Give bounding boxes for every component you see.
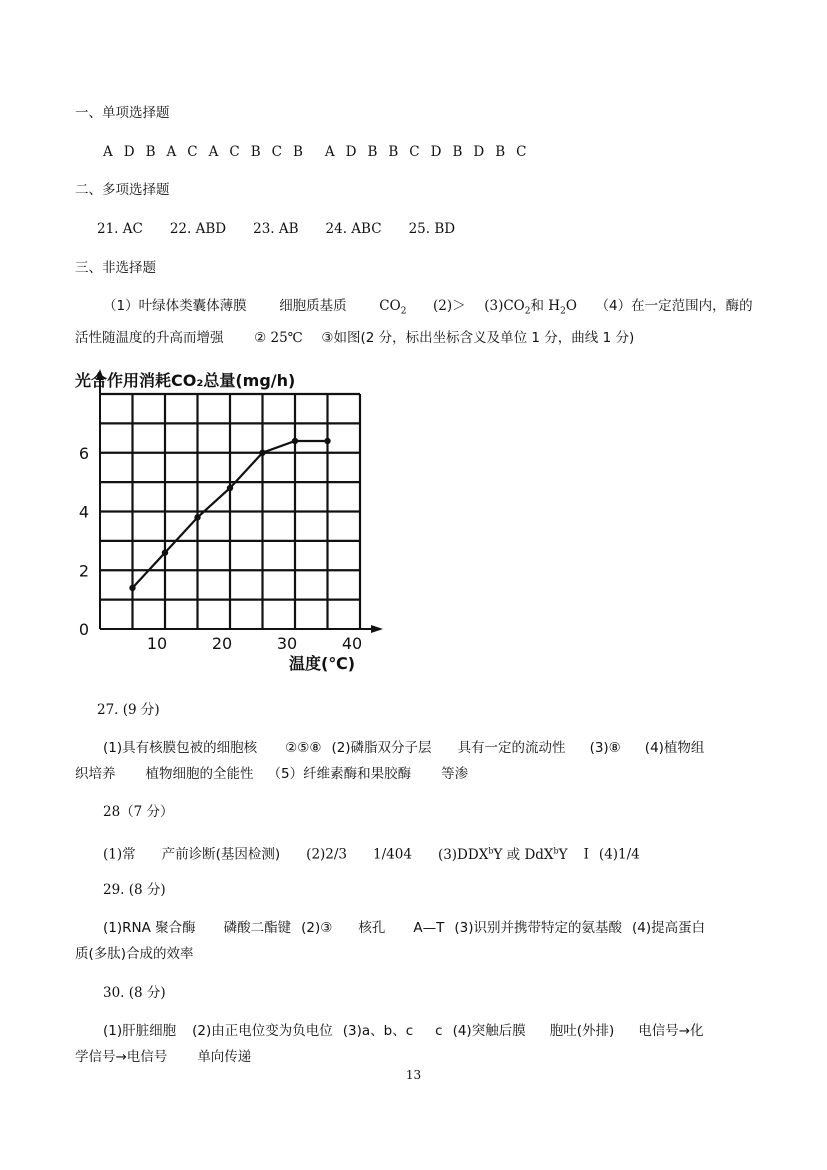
single-choice-answer: A (166, 144, 177, 160)
q30-part: 学信号→电信号 (75, 1049, 168, 1065)
single-choice-answer: B (145, 144, 156, 160)
single-choice-answer: A (324, 144, 335, 160)
data-point (194, 514, 200, 520)
data-point (259, 450, 265, 456)
q28-part: (1)常 (103, 846, 136, 863)
single-choice-answer: C (229, 144, 240, 160)
q29-part: 核孔 (358, 920, 386, 936)
single-choice-answer: A (103, 144, 113, 160)
q27-part: 植物细胞的全能性 (145, 766, 254, 782)
section-title-single-choice: 一、单项选择题 (75, 105, 170, 121)
q27-answer (75, 735, 755, 787)
data-point (324, 438, 330, 444)
x-axis-arrow (371, 625, 383, 633)
q29-part: (3)识别并携带特定的氨基酸 (454, 920, 622, 936)
q26-part: ② 25℃ (254, 329, 303, 346)
single-choice-answer: C (516, 144, 527, 160)
q27-header: 27. (9 分) (97, 702, 160, 718)
single-choice-answer: A (208, 144, 219, 160)
data-point (162, 549, 168, 555)
single-choice-answer: D (430, 144, 442, 160)
single-choice-answer: B (495, 144, 506, 160)
q28-part: (2)2/3 (306, 846, 348, 863)
q28-header: 28（7 分） (103, 804, 174, 820)
section-title-multi-choice: 二、多项选择题 (75, 182, 170, 198)
single-choice-answer: D (473, 144, 485, 160)
q30-answer (75, 1018, 755, 1070)
q26-part: （4）在一定范围内，酶的 (595, 298, 753, 314)
q29-part: (1)RNA 聚合酶 (103, 920, 196, 936)
q27-part: 具有一定的流动性 (457, 740, 566, 756)
q30-part: (3)a、b、c (342, 1023, 414, 1039)
q29-header: 29. (8 分) (103, 882, 166, 898)
y-tick-label: 4 (78, 502, 90, 522)
x-tick-label: 10 (146, 634, 168, 653)
y-tick-label: 2 (78, 561, 90, 581)
chart-axes (96, 369, 383, 633)
single-choice-answer: B (452, 144, 463, 160)
q26-part: $(3)CO_2$和 $H_2O$ (484, 298, 577, 317)
q27-part: 织培养 (75, 766, 116, 782)
single-choice-answer: C (271, 144, 282, 160)
q30-part: (2)由正电位变为负电位 (192, 1023, 333, 1039)
y-tick-label: 0 (78, 620, 90, 639)
x-tick-label: 30 (276, 634, 298, 653)
q29-answer (75, 915, 755, 967)
q30-part: 单向传递 (197, 1049, 252, 1065)
q27-part: ②⑤⑧ (285, 740, 322, 756)
multi-choice-answer: 22. ABD (169, 221, 227, 237)
q26-part: 活性随温度的升高而增强 (75, 329, 224, 346)
q26-part: （1）叶绿体类囊体薄膜 (103, 298, 247, 314)
single-choice-answer: B (250, 144, 261, 160)
y-tick-label: 6 (78, 443, 90, 463)
single-choice-answers (103, 139, 537, 165)
q26-answer (75, 293, 755, 351)
q26-part: (2)＞ (433, 298, 466, 314)
single-choice-answer: B (388, 144, 399, 160)
q26-part: 细胞质基质 (279, 298, 347, 314)
x-tick-label: 40 (341, 634, 363, 653)
q28-part: 1/404 (373, 846, 412, 863)
q27-part: 等渗 (441, 766, 469, 782)
q27-part: （5）纤维素酶和果胶酶 (267, 766, 412, 782)
q28-part: (4)1/4 (598, 846, 640, 863)
multi-choice-answer: 21. AC (97, 221, 143, 237)
single-choice-answer: D (345, 144, 357, 160)
multi-choice-answers (97, 216, 482, 242)
q28-answer (103, 838, 640, 868)
single-choice-answer: B (367, 144, 378, 160)
section-title-non-choice: 三、非选择题 (75, 260, 156, 276)
q30-part: 胞吐(外排) (549, 1023, 615, 1039)
q27-part: (2)磷脂双分子层 (331, 740, 432, 756)
q30-part: (1)肝脏细胞 (103, 1023, 177, 1039)
q29-part: A—T (413, 920, 445, 936)
single-choice-answer: B (292, 144, 303, 160)
chart-grid (100, 394, 360, 629)
q30-header: 30. (8 分) (103, 985, 166, 1001)
q29-part: (2)③ (301, 920, 333, 936)
page-number: 13 (405, 1068, 422, 1082)
single-choice-answer: C (409, 144, 420, 160)
q30-part: c (435, 1023, 443, 1039)
data-point (292, 438, 298, 444)
q26-part: $CO_2$ (379, 298, 407, 317)
q26-part: ③如图(2 分，标出坐标含义及单位 1 分，曲线 1 分) (321, 329, 635, 346)
multi-choice-answer: 23. AB (253, 221, 299, 237)
q27-part: (4)植物组 (644, 740, 705, 756)
q28-part: 产前诊断(基因检测) (161, 846, 281, 863)
q30-part: 电信号→化 (638, 1023, 704, 1039)
multi-choice-answer: 25. BD (408, 221, 456, 237)
q28-part: (3)DDX$^b$Y 或 DdX$^b$Y (437, 846, 568, 863)
q28-part: Ⅰ (583, 846, 589, 863)
q29-part: 质(多肽)合成的效率 (75, 946, 194, 962)
q27-part: (1)具有核膜包被的细胞核 (103, 740, 258, 756)
x-tick-label: 20 (211, 634, 233, 653)
chart-title: 光合作用消耗CO₂总量(mg/h) (75, 371, 296, 390)
q30-part: (4)突触后膜 (452, 1023, 526, 1039)
q29-part: (4)提高蛋白 (631, 920, 706, 936)
data-point (129, 585, 135, 591)
single-choice-answer: D (123, 144, 135, 160)
q29-part: 磷酸二酯键 (223, 920, 292, 936)
single-choice-answer: C (187, 144, 198, 160)
q27-part: (3)⑧ (589, 740, 621, 756)
data-point (227, 485, 233, 491)
chart-labels (75, 371, 362, 673)
x-axis-label: 温度(℃) (289, 654, 356, 673)
temperature-co2-chart (75, 364, 395, 674)
multi-choice-answer: 24. ABC (325, 221, 382, 237)
